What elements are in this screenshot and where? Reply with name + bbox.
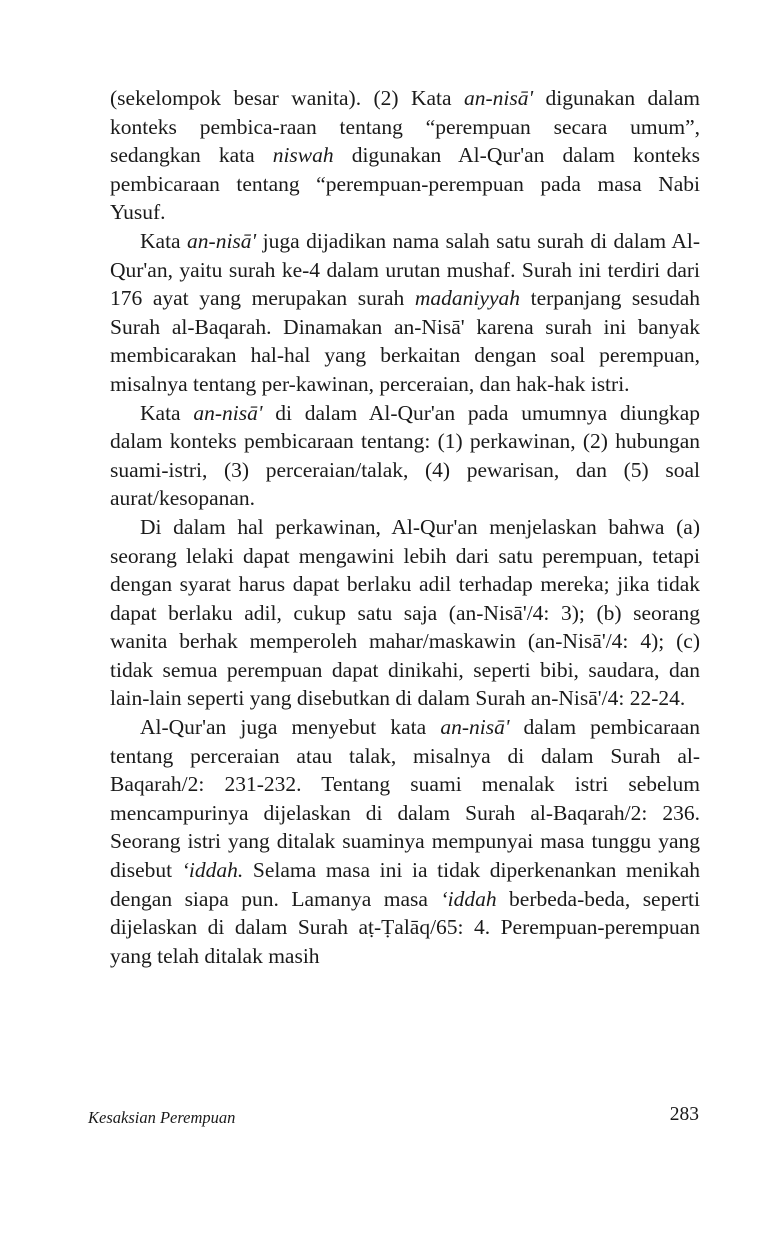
italic-term: an-nisā' [463, 86, 534, 110]
italic-term: an-nisā' [187, 228, 257, 253]
italic-term: madaniyyah [414, 286, 520, 311]
text-run: dalam pembicaraan tentang perceraian atau talak, misalnya di dalam Surah al-Baqarah/2: 231-232. Tentang suami menalak istri sebelum mencampurinya dijelaskan di dalam Surah al-Baqarah/2: 236. Seorang istri yang ditalak suaminya mempunyai masa tunggu yang disebut [110, 715, 700, 883]
text-run: terpanjang sesudah Surah al-Baqarah. Dinamakan an-Nisā' karena surah ini banyak membicarakan hal-hal yang berkaitan dengan soal perempuan, misalnya tentang per-kawinan, perceraian, dan hak-hak istri. [110, 286, 700, 396]
italic-term: ‘iddah [440, 886, 497, 911]
text-run: Kata [140, 228, 188, 253]
text-run: berbeda-beda, seperti dijelaskan di dalam Surah aṭ-Ṭalāq/65: 4. Perempuan-perempuan yang telah ditalak masih [110, 886, 701, 968]
text-run: di dalam Al-Qur'an pada umumnya diungkap dalam konteks pembicaraan tentang: (1) perkawinan, (2) hubungan suami-istri, (3) perceraian/talak, (4) pewarisan, dan (5) soal aurat/kesopanan. [110, 400, 700, 511]
text-run: digunakan dalam konteks pembica-raan tentang “perempuan secara umum”, sedangkan kata [110, 86, 701, 168]
text-run: Di dalam hal perkawinan, Al-Qur'an menjelaskan bahwa (a) seorang lelaki dapat mengawini lebih dari satu perempuan, tetapi dengan syarat harus dapat berlaku adil terhadap mereka; jika tidak dapat berlaku adil, cukup satu saja (an-Nisā'/4: 3); (b) seorang wanita berhak memperoleh mahar/maskawin (an-Nisā'/4: 4); (c) tidak semua perempuan dapat dinikahi, seperti bibi, saudara, dan lain-lain seperti yang disebutkan di dalam Surah an-Nisā'/4: 22-24. [110, 514, 700, 711]
paragraph [110, 513, 700, 713]
text-run: digunakan Al-Qur'an dalam konteks pembicaraan tentang “perempuan-perempuan pada masa Nabi Yusuf. [110, 143, 700, 225]
italic-term: niswah [272, 143, 334, 168]
paragraph [110, 84, 700, 227]
text-run: Kata [140, 400, 194, 425]
italic-term: an-nisā' [193, 400, 263, 425]
text-run: (sekelompok besar wanita). (2) Kata [110, 86, 464, 110]
footer-book-title: Kesaksian Perempuan [88, 1108, 236, 1127]
text-run: juga dijadikan nama salah satu surah di dalam Al-Qur'an, yaitu surah ke-4 dalam urutan mushaf. Surah ini terdiri dari 176 ayat yang merupakan surah [110, 228, 700, 311]
footer-page-number: 283 [669, 1104, 699, 1125]
italic-term: an-nisā' [440, 715, 510, 740]
paragraph [110, 227, 700, 399]
italic-term: ‘iddah. [181, 858, 244, 883]
body-text [110, 84, 700, 970]
text-run: Al-Qur'an juga menyebut kata [140, 715, 441, 740]
paragraph [110, 713, 700, 970]
text-run: Selama masa ini ia tidak diperkenankan menikah dengan siapa pun. Lamanya masa [110, 858, 700, 911]
paragraph [110, 399, 700, 513]
